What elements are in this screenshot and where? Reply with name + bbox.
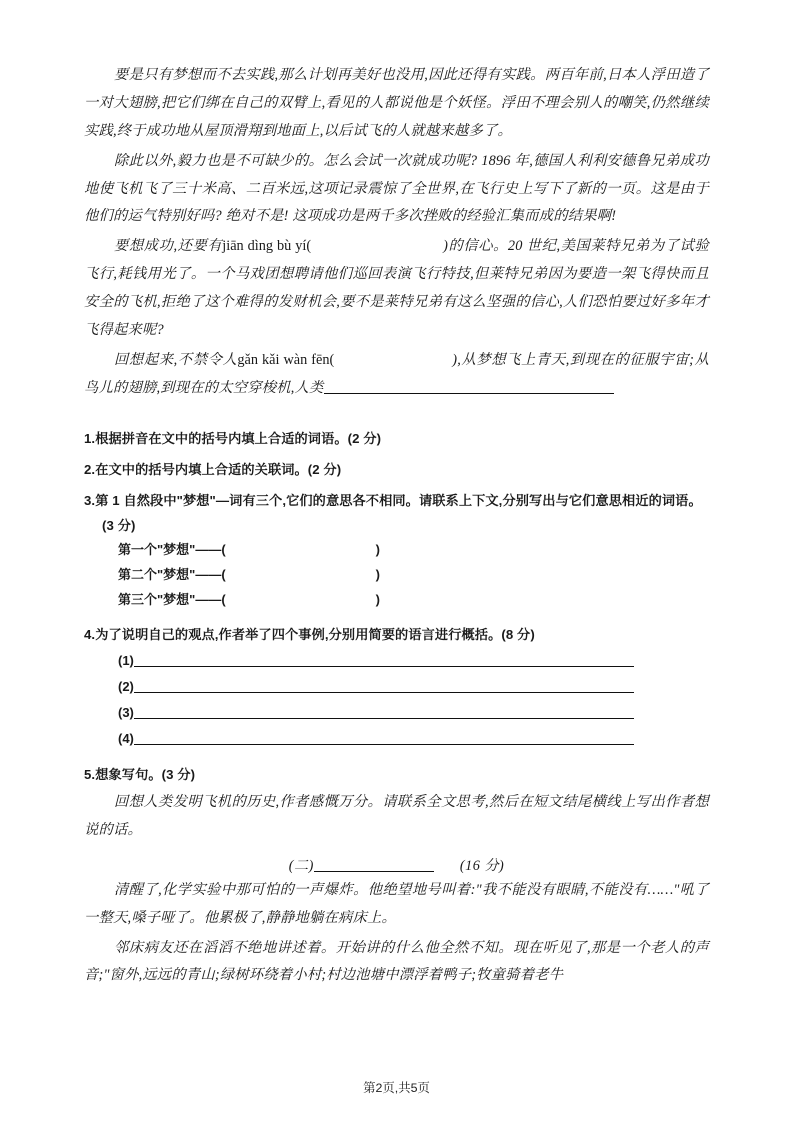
question-4-answer-4[interactable] (134, 731, 634, 744)
question-3-subitem-1-close: ) (375, 542, 381, 558)
question-4-text: 为了说明自己的观点,作者举了四个事例,分别用简要的语言进行概括。(8 分) (95, 627, 535, 643)
question-4-subitem-2 (118, 674, 709, 700)
question-3-subitem-2 (118, 563, 709, 588)
passage-paragraph-1: 要是只有梦想而不去实践,那么计划再美好也没用,因此还得有实践。两百年前,日本人浮田造了一对大翅膀,把它们绑在自己的双臂上,看见的人都说他是个妖怪。浮田不理会别人的嘲笑,仍然继续实践,终于成功地从屋顶滑翔到地面上,以后试飞的人就越来越多了。 (84, 67, 709, 139)
question-4-answer-3[interactable] (134, 705, 634, 718)
question-4-subitem-4 (118, 726, 709, 752)
answer-blank-3[interactable] (324, 379, 614, 394)
section-2-title-blank[interactable] (314, 858, 434, 872)
passage-paragraph-3 (84, 233, 709, 345)
section-2-paragraph-1: 清醒了,化学实验中那可怕的一声爆炸。他绝望地号叫着:"我不能没有眼睛,不能没有……"吼了一整天,嗓子哑了。他累极了,静静地躺在病床上。 (84, 881, 709, 926)
question-3-number: 3. (84, 493, 96, 509)
section-2-label: (二) (288, 857, 314, 874)
question-3-subitem-3-label: 第三个"梦想"——( (118, 591, 226, 607)
question-3-subitem-1-label: 第一个"梦想"——( (118, 542, 226, 558)
question-3-subitem-3 (118, 588, 709, 613)
question-2 (84, 458, 709, 482)
p3-text-before: 要想成功,还要有 (114, 238, 223, 255)
passage-paragraph-4 (84, 347, 709, 403)
question-list (84, 427, 709, 845)
p3-text-after: )的信心。20 世纪,美国莱特兄弟为了试验飞行,耗钱用光了。一个马戏团想聘请他们巡回表演飞行特技,但莱特兄弟因为要造一架飞得快而且安全的飞机,拒绝了这个难得的发财机会,要不是莱特兄弟有这么坚强的信心,人们恐怕要过好多年才飞得起来呢? (84, 238, 709, 338)
question-4-answer-2[interactable] (134, 679, 634, 692)
question-4-subitem-1 (118, 648, 709, 674)
question-4 (84, 623, 709, 647)
question-3-subitem-3-close: ) (375, 591, 381, 607)
question-4-answer-1[interactable] (134, 653, 634, 666)
passage-paragraph-2: 除此以外,毅力也是不可缺少的。怎么会试一次就成功呢? 1896 年,德国人利利安德鲁兄弟成功地使飞机飞了三十米高、二百米远,这项记录震惊了全世界,在飞行史上写下了新的一页。这是由于他们的运气特别好吗? 绝对不是! 这项成功是两千多次挫败的经验汇集而成的结果啊! (84, 152, 709, 225)
question-3-subitem-1 (118, 538, 709, 563)
question-3-subitem-2-close: ) (375, 566, 381, 582)
question-2-number: 2. (84, 461, 96, 477)
p4-text-before: 回想起来,不禁令人 (114, 351, 238, 368)
question-2-text: 在文中的括号内填上合适的关联词。(2 分) (95, 461, 342, 477)
question-5-text: 想象写句。(3 分) (95, 766, 196, 782)
question-5-body: 回想人类发明飞机的历史,作者感慨万分。请联系全文思考,然后在短文结尾横线上写出作者想说的话。 (84, 794, 709, 838)
question-4-subitem-2-label: (2) (118, 678, 134, 694)
question-1-text: 根据拼音在文中的括号内填上合适的词语。(2 分) (95, 430, 382, 446)
question-4-number: 4. (84, 627, 96, 643)
question-4-subitem-1-label: (1) (118, 652, 134, 668)
question-3-subitem-2-label: 第二个"梦想"——( (118, 566, 226, 582)
section-2-title (84, 855, 709, 875)
pinyin-prompt-2: gǎn kǎi wàn fēn( (237, 351, 335, 368)
pinyin-prompt-1: jiān dìng bù yí( (222, 238, 312, 255)
section-2-paragraph-2: 邻床病友还在滔滔不绝地讲述着。开始讲的什么他全然不知。现在听见了,那是一个老人的声音;"窗外,远远的青山;绿树环绕着小村;村边池塘中漂浮着鸭子;牧童骑着老牛 (84, 939, 709, 984)
question-4-subitem-3 (118, 700, 709, 726)
question-1-number: 1. (84, 430, 96, 446)
question-3 (84, 489, 709, 538)
p4-text-after: ),从梦想飞上青天,到现在的征服宇宙;从鸟儿的翅膀,到现在的太空穿梭机,人类 (84, 351, 709, 396)
page-footer: 第2页,共5页 (363, 1081, 430, 1095)
section-2-score: (16 分) (459, 857, 505, 874)
question-5-number: 5. (84, 766, 96, 782)
question-4-subitem-4-label: (4) (118, 730, 134, 746)
question-4-subitem-3-label: (3) (118, 704, 134, 720)
question-5 (84, 763, 709, 787)
question-1 (84, 427, 709, 451)
question-3-text: 第 1 自然段中"梦想"—词有三个,它们的意思各不相同。请联系上下文,分别写出与它们意思相近的词语。(3 分) (95, 493, 702, 533)
